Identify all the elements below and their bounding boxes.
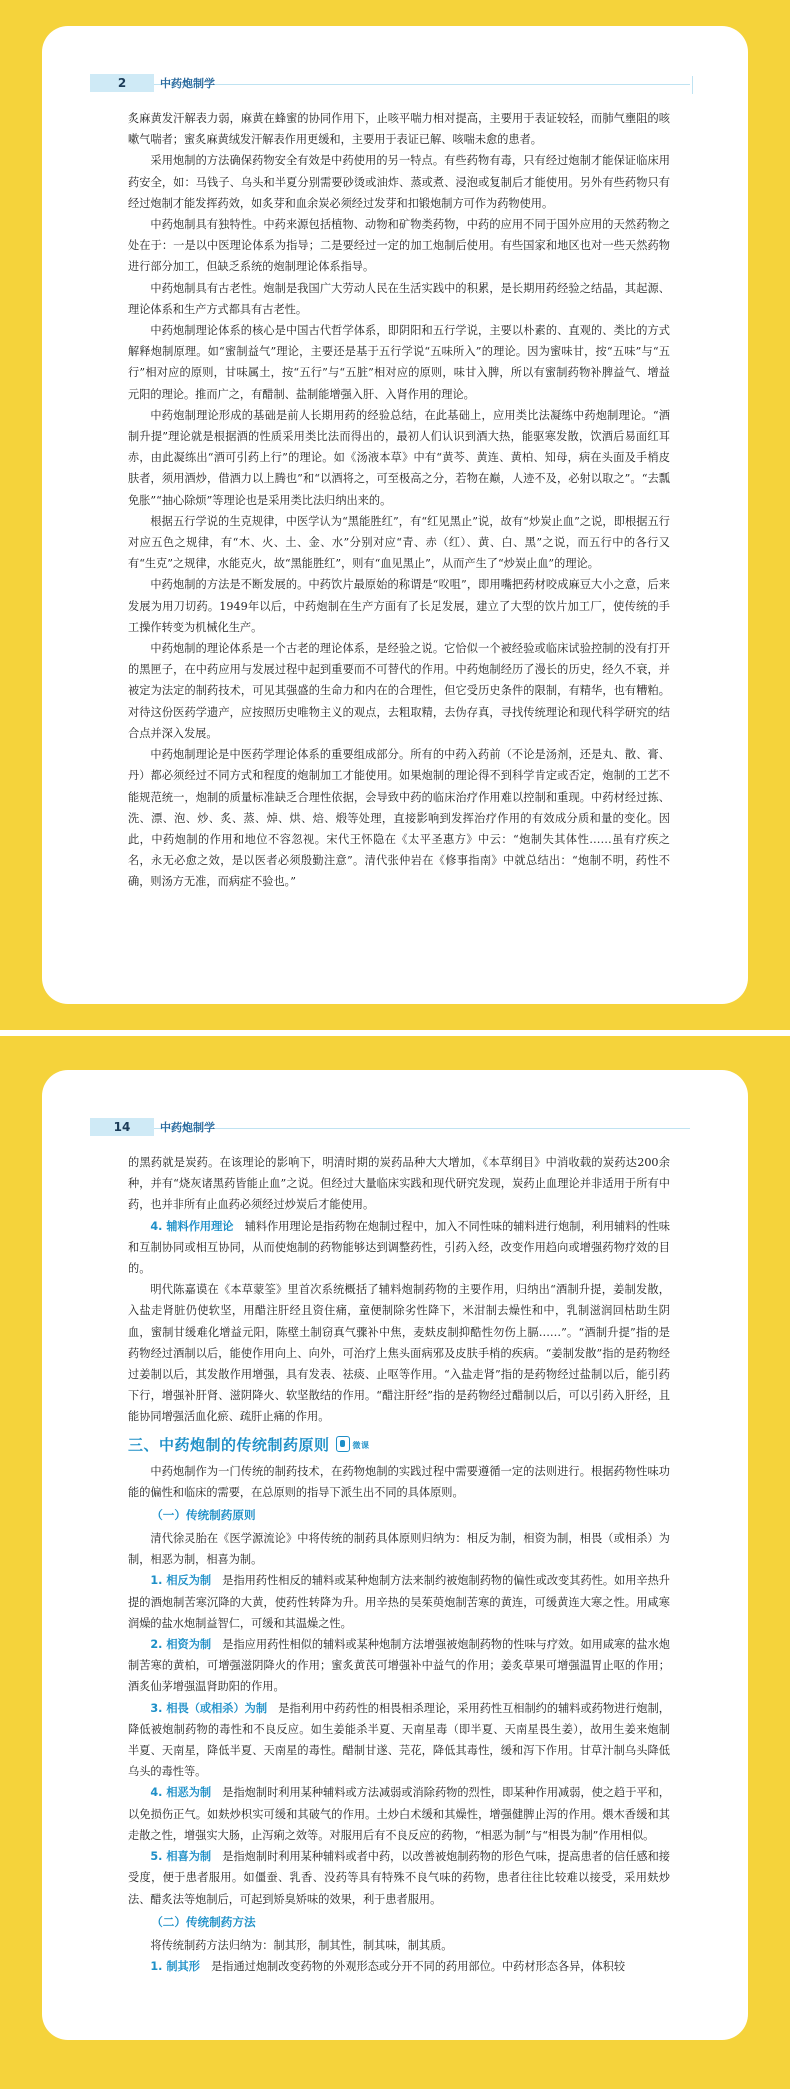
paragraph: 中药炮制理论是中医药学理论体系的重要组成部分。所有的中药入药前（不论是汤剂，还是丸、散、膏、丹）都必须经过不同方式和程度的炮制加工才能使用。如果炮制的理论得不到科学肯定或否定，炮制的工艺不能规范统一，炮制的质量标准缺乏合理性依据，会导致中药的临床治疗作用难以控制和重现。中药材经过拣、洗、漂、泡、炒、炙、蒸、焯、烘、焙、煅等处理，直接影响到发挥治疗作用的有效成分质和量的变化。因此，中药炮制的作用和地位不容忽视。宋代王怀隐在《太平圣惠方》中云：“炮制失其体性……虽有疗疾之名，永无必愈之效，是以医者必须殷勤注意”。清代张仲岩在《修事指南》中就总结出：“炮制不明，药性不确，则汤方无准，而病症不验也。” [128, 748, 670, 889]
paragraph: 的黑药就是炭药。在该理论的影响下，明清时期的炭药品种大大增加，《本草纲目》中消收载的炭药达200余种，并有“烧灰诸黑药皆能止血”之说。但经过大量临床实践和现代研究发现，炭药止血理论并非适用于所有中药，也并非所有止血药必须经过炒炭后才能使用。 [128, 1156, 670, 1212]
section-heading [128, 1434, 670, 1455]
paragraph: 中药炮制的方法是不断发展的。中药饮片最原始的称谓是“㕮咀”，即用嘴把药材咬成麻豆大小之意，后来发展为用刀切药。1949年以后，中药炮制在生产方面有了长足发展，建立了大型的饮片加工厂，使传统的手工操作转变为机械化生产。 [128, 578, 670, 634]
method-text: 是指通过炮制改变药物的外观形态或分开不同的药用部位。中药材形态各异，体积较 [211, 1959, 626, 1973]
paragraph: 中药炮制作为一门传统的制药技术，在药物炮制的实践过程中需要遵循一定的法则进行。根据药物性味功能的偏性和临床的需要，在总原则的指导下派生出不同的具体原则。 [128, 1464, 670, 1499]
paragraph: 根据五行学说的生克规律，中医学认为“黑能胜红”，有“红见黑止”说，故有“炒炭止血”之说，即根据五行对应五色之规律，有“木、火、土、金、水”分别对应“青、赤（红）、黄、白、黑”之说，而五行中的各行又有“生克”之规律，水能克火，故“黑能胜红”，则有“血见黑止”，从而产生了“炒炭止血”的理论。 [128, 514, 670, 571]
paragraph: 中药炮制具有古老性。炮制是我国广大劳动人民在生活实践中的积累，是长期用药经验之结晶，其起源、理论体系和生产方式都具有古老性。 [128, 281, 670, 316]
page-header [42, 1118, 748, 1152]
paragraph: 明代陈嘉谟在《本草蒙筌》里首次系统概括了辅料炮制药物的主要作用，归纳出“酒制升提，姜制发散，入盐走肾脏仍使软坚，用醋注肝经且资住痛，童便制除劣性降下，米泔制去燥性和中，乳制滋润回枯助生阴血，蜜制甘缓难化增益元阳，陈壁土制窃真气骤补中焦，麦麸皮制抑酷性勿伤上膈……”。“酒制升提”指的是药物经过酒制以后，能使作用向上、向外，可治疗上焦头面病邪及皮肤手梢的疾病。“姜制发散”指的是药物经过姜制以后，其发散作用增强，具有发表、祛痰、止呕等作用。“入盐走肾”指的是药物经过盐制以后，能引药下行，增强补肝肾、滋阴降火、软坚散结的作用。“醋注肝经”指的是药物经过醋制以后，可以引药入肝经，且能协同增强活血化瘀、疏肝止痛的作用。 [128, 1283, 670, 1424]
principle-item [128, 1634, 670, 1698]
principle-label: 5. 相喜为制 [150, 1850, 212, 1864]
principle-text: 是指应用药性相似的辅料或某种炮制方法增强被炮制药物的性味与疗效。如用咸寒的盐水炮制苦寒的黄柏，可增强滋阴降火的作用；蜜炙黄芪可增强补中益气的作用；姜炙草果可增强温胃止呕的作用；酒炙仙茅增强温肾助阳的作用。 [128, 1638, 670, 1694]
principle-label: 1. 相反为制 [150, 1574, 212, 1588]
item-label: 4. 辅料作用理论 [150, 1219, 234, 1233]
book-page-14 [42, 1070, 748, 2040]
subsection-heading: （一）传统制药原则 [151, 1508, 256, 1523]
principle-item [128, 1782, 670, 1846]
microlecture-tag: 微课 [352, 1440, 370, 1450]
paragraph: 中药炮制理论形成的基础是前人长期用药的经验总结，在此基础上，应用类比法凝练中药炮制理论。“酒制升提”理论就是根据酒的性质采用类比法而得出的，最初人们认识到酒大热，能驱寒发散，饮酒后易面红耳赤，由此凝练出“酒可引药上行”的理论。如《汤液本草》中有“黄芩、黄连、黄柏、知母，病在头面及手梢皮肤者，须用酒炒，借酒力以上腾也”和“以酒将之，可至极高之分，若物在巅，人迹不及，必射以取之”。“去瓢免胀”“抽心除烦”等理论也是采用类比法归纳出来的。 [128, 408, 670, 507]
page-number: 14 [90, 1118, 154, 1136]
principle-item [128, 1846, 670, 1910]
paragraph: 清代徐灵胎在《医学源流论》中将传统的制药具体原则归纳为：相反为制，相资为制，相畏（或相杀）为制，相恶为制，相喜为制。 [128, 1532, 670, 1567]
page-number: 2 [90, 74, 154, 92]
item-text: 辅料作用理论是指药物在炮制过程中，加入不同性味的辅料进行炮制，利用辅料的性味和互制协同或相互协同，从而使炮制的药物能够达到调整药性，引药入经，改变作用趋向或增强药物疗效的目的。 [128, 1219, 670, 1276]
method-label: 1. 制其形 [150, 1959, 200, 1973]
principle-text: 是指炮制时利用某种辅料或方法减弱或消除药物的烈性，即某种作用减弱，使之趋于平和，以免损伤正气。如麸炒枳实可缓和其破气的作用。土炒白术缓和其燥性，增强健脾止泻的作用。煨木香缓和其走散之性，增强实大肠，止泻痢之效等。对服用后有不良反应的药物，“相恶为制”与“相畏为制”作用相似。 [128, 1786, 670, 1842]
principle-text: 是指炮制时利用某种辅料或者中药，以改善被炮制药物的形色气味，提高患者的信任感和接受度，便于患者服用。如僵蚕、乳香、没药等具有特殊不良气味的药物，患者往往比较难以接受，采用麸炒法、醋炙法等炮制后，可起到矫臭矫味的效果，利于患者服用。 [128, 1850, 670, 1906]
paragraph: 将传统制药方法归纳为：制其形，制其性，制其味，制其质。 [150, 1938, 453, 1952]
paragraph: 中药炮制理论体系的核心是中国古代哲学体系，即阴阳和五行学说，主要以朴素的、直观的、类比的方式解释炮制原理。如“蜜制益气”理论，主要还是基于五行学说“五味所入”的理论。因为蜜味甘，按“五味”与“五行”相对应的原则，甘味属土，按“五行”与“五脏”相对应的原则，味甘入脾，所以有蜜制药物补脾益气、增益元阳的理论。推而广之，有醋制、盐制能增强入肝、入肾作用的理论。 [128, 324, 670, 401]
page-body [42, 1152, 748, 1977]
header-marker [692, 76, 693, 94]
principle-text: 是指用药性相反的辅料或某种炮制方法来制约被炮制药物的偏性或改变其药性。如用辛热升提的酒炮制苦寒沉降的大黄，使药性转降为升。用辛热的吴茱萸炮制苦寒的黄连，可缓黄连大寒之性。用咸寒润燥的盐水炮制益智仁，可缓和其温燥之性。 [128, 1574, 670, 1630]
principle-item [128, 1698, 670, 1783]
method-item [128, 1956, 670, 1977]
paragraph: 中药炮制具有独特性。中药来源包括植物、动物和矿物类药物，中药的应用不同于国外应用的天然药物之处在于：一是以中医理论体系为指导；二是要经过一定的加工炮制后使用。有些国家和地区也对一些天然药物进行部分加工，但缺乏系统的炮制理论体系指导。 [128, 218, 670, 274]
principle-label: 2. 相资为制 [150, 1638, 212, 1652]
microlecture-icon[interactable] [336, 1436, 350, 1452]
principle-item [128, 1570, 670, 1634]
principle-label: 4. 相恶为制 [150, 1786, 212, 1800]
section-title: 三、中药炮制的传统制药原则 [128, 1435, 330, 1454]
page-header [42, 74, 748, 108]
subsection-heading: （二）传统制药方法 [151, 1914, 256, 1929]
paragraph: 中药炮制的理论体系是一个古老的理论体系，是经验之说。它恰似一个被经验或临床试验控制的没有打开的黑匣子，在中药应用与发展过程中起到重要而不可替代的作用。中药炮制经历了漫长的历史，经久不衰，并被定为法定的制药技术，可见其强盛的生命力和内在的合理性，但它受历史条件的限制，有精华，也有糟粕。对待这份医药学遗产，应按照历史唯物主义的观点，去粗取精，去伪存真，寻找传统理论和现代科学研究的结合点并深入发展。 [128, 642, 670, 740]
paragraph-item-4 [128, 1216, 670, 1280]
principle-text: 是指利用中药药性的相畏相杀理论，采用药性互相制约的辅料或药物进行炮制，降低被炮制药物的毒性和不良反应。如生姜能杀半夏、天南星毒（即半夏、天南星畏生姜），故用生姜来炮制半夏、天南星，降低半夏、天南星的毒性。醋制甘遂、芫花，降低其毒性，缓和泻下作用。甘草汁制乌头降低乌头的毒性等。 [128, 1701, 670, 1779]
paragraph: 炙麻黄发汗解表力弱，麻黄在蜂蜜的协同作用下，止咳平喘力相对提高，主要用于表证较轻，而肺气壅阻的咳嗽气喘者；蜜炙麻黄绒发汗解表作用更缓和，主要用于表证已解、咳喘未愈的患者。 [128, 112, 670, 147]
page-body [42, 108, 748, 893]
principle-label: 3. 相畏（或相杀）为制 [150, 1701, 268, 1715]
running-title: 中药炮制学 [160, 1121, 215, 1134]
running-title: 中药炮制学 [160, 77, 215, 90]
paragraph: 采用炮制的方法确保药物安全有效是中药使用的另一特点。有些药物有毒，只有经过炮制才能保证临床用药安全，如：马钱子、乌头和半夏分别需要砂烫或油炸、蒸或煮、浸泡或复制后才能使用。另外有些药物只有经过炮制才能发挥药效，如炙芽和血余炭必须经过发芽和扣锻炮制方可作为药物使用。 [128, 154, 670, 210]
book-page-2 [42, 26, 748, 1004]
